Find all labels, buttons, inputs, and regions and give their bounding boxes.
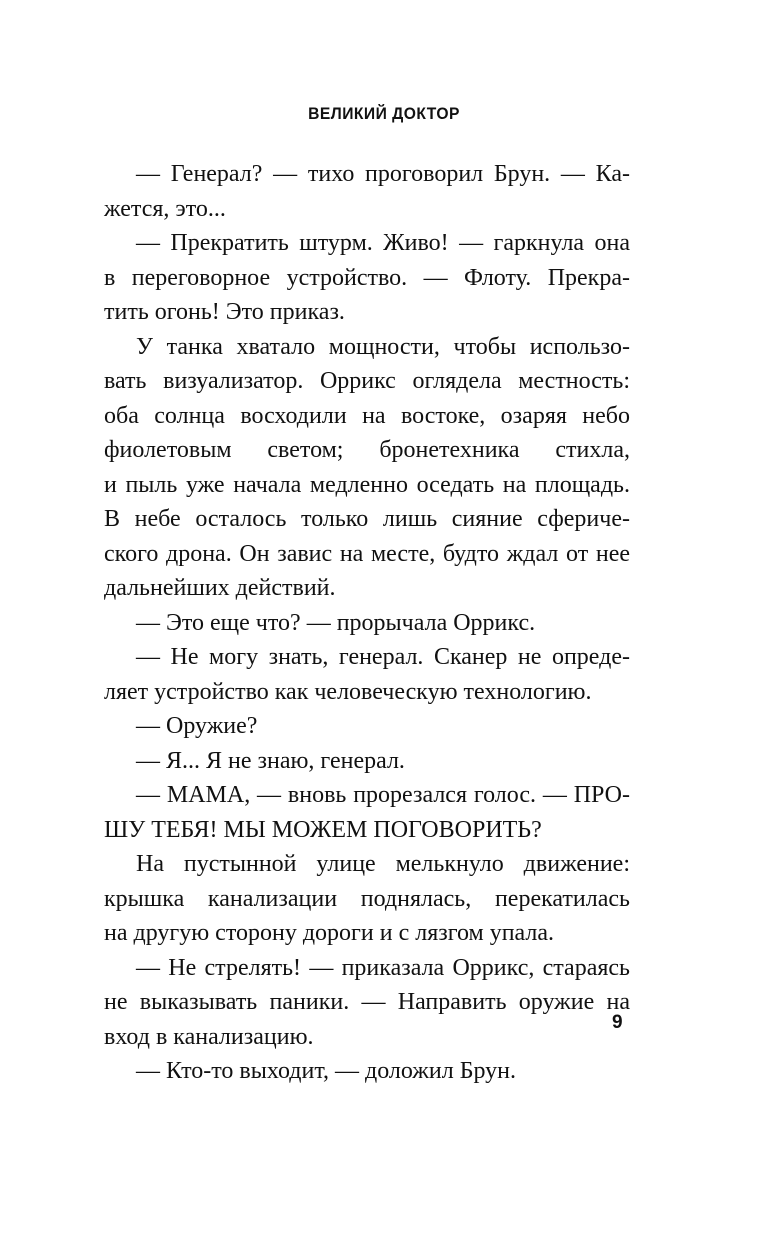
text-line: вать визуализатор. Оррикс оглядела местность: [104,368,630,394]
text-line: — МАМА, — вновь прорезался голос. — ПРО- [136,782,630,808]
text-line: дальнейших действий. [104,575,336,601]
text-line: — Не стрелять! — приказала Оррикс, стараясь [136,954,630,981]
text-line: — Прекратить штурм. Живо! — гаркнула она [136,230,630,256]
text-line: ШУ ТЕБЯ! МЫ МОЖЕМ ПОГОВОРИТЬ? [104,816,542,843]
text-line: — Оружие? [136,713,258,739]
text-line: — Не могу знать, генерал. Сканер не опреде- [136,644,630,670]
text-line: жется, это... [104,195,226,222]
text-line: в переговорное устройство. — Флоту. Прекра- [104,264,630,291]
text-line: фиолетовым светом; бронетехника стихла, [104,437,630,463]
text-line: на другую сторону дороги и с лязгом упала. [104,920,555,946]
text-line: ляет устройство как человеческую технологию. [104,678,592,705]
text-line: тить огонь! Это приказ. [104,299,345,325]
running-head: ВЕЛИКИЙ ДОКТОР [308,104,460,123]
text-line: — Это еще что? — прорычала Оррикс. [136,609,536,636]
page-number: 9 [612,1012,623,1033]
body-text [104,157,630,1089]
text-line: оба солнца восходили на востоке, озаряя небо [104,402,630,429]
text-line: У танка хватало мощности, чтобы использо- [136,333,630,360]
text-line: — Генерал? — тихо проговорил Брун. — Ка- [136,161,630,187]
text-line: На пустынной улице мелькнуло движение: [136,851,630,877]
text-line: ского дрона. Он завис на месте, будто ждал от нее [104,540,630,567]
text-line: и пыль уже начала медленно оседать на площадь. [104,471,630,498]
text-line: — Кто-то выходит, — доложил Брун. [136,1058,517,1084]
text-line: В небе осталось только лишь сияние сфериче- [104,506,630,532]
text-line: крышка канализации поднялась, перекатилась [104,885,630,912]
text-line: не выказывать паники. — Направить оружие на [104,989,630,1015]
text-line: — Я... Я не знаю, генерал. [136,747,405,774]
text-line: вход в канализацию. [104,1023,314,1050]
